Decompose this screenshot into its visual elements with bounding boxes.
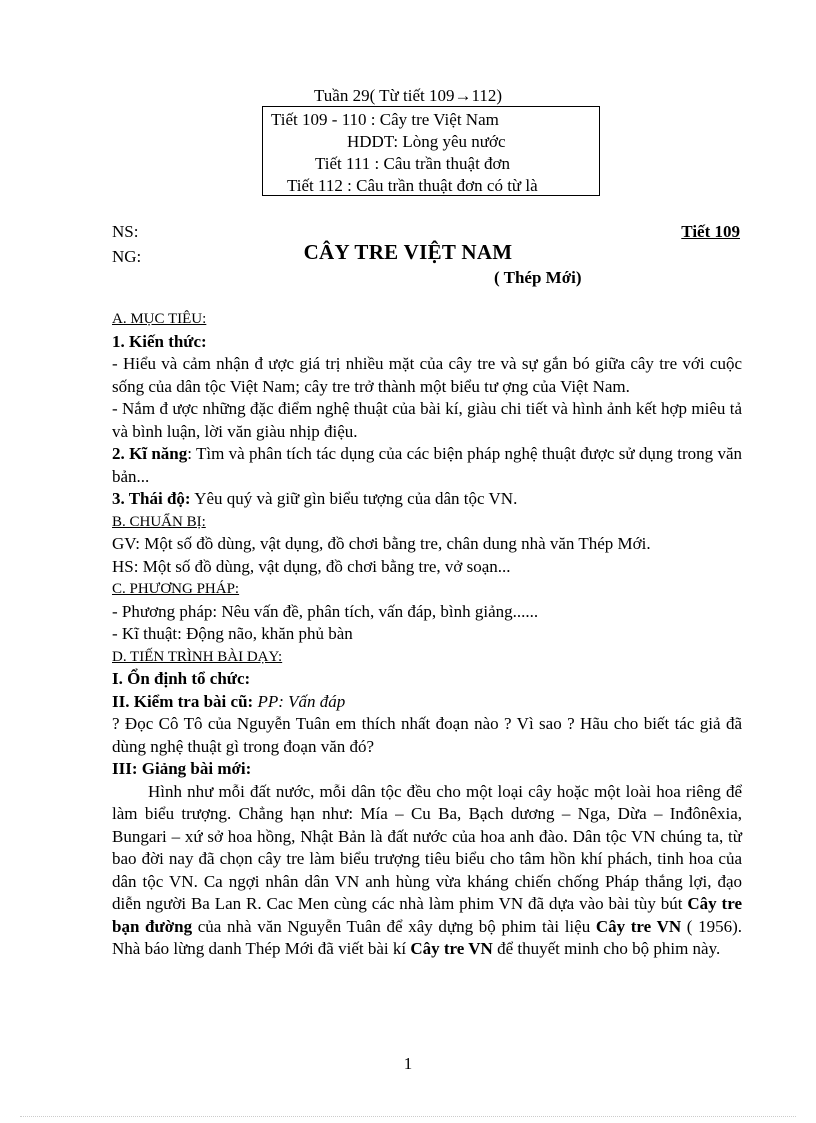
paragraph: HS: Một số đồ dùng, vật dụng, đồ chơi bằng tre, vở soạn... [112, 556, 511, 576]
document-body [112, 308, 742, 961]
ns-label: NS: [112, 222, 139, 241]
schedule-line: Tiết 111 : Câu trần thuật đơn [315, 154, 511, 173]
skills-text: : Tìm và phân tích tác dụng của các biện pháp nghệ thuật được sử dụng trong văn bản... [112, 444, 743, 486]
page-footer-divider [20, 1116, 796, 1117]
paragraph: - Kĩ thuật: Động não, khăn phủ bàn [112, 624, 353, 643]
schedule-line: Tiết 112 : Câu trần thuật đơn có từ là [287, 176, 538, 195]
intro-text: của nhà văn Nguyễn Tuân để xây dựng bộ phim tài liệu [192, 916, 596, 936]
intro-bold: Cây tre bạn đường [112, 894, 742, 936]
heading-skills: 2. Kĩ năng [112, 444, 188, 463]
section-heading-d: D. TIẾN TRÌNH BÀI DẠY: [112, 648, 283, 665]
paragraph: ? Đọc Cô Tô của Nguyễn Tuân em thích nhất đoạn nào ? Vì sao ? Hãu cho biết tác giả đã dùng nghệ thuật gì trong đoạn văn đó? [112, 714, 742, 756]
intro-paragraph [112, 781, 742, 961]
heading-knowledge: 1. Kiến thức: [112, 331, 207, 351]
document-author: ( Thép Mới) [494, 268, 582, 287]
intro-text: Hình như mỗi đất nước, mỗi dân tộc đều cho một loại cây hoặc một loài hoa riêng để làm biểu trượng. Chẳng hạn như: Mía – Cu Ba, Bạch dương – Nga, Dừa – Inđônêxia, Bungari – xứ sở hoa hồng, Nhật Bản là đất nước của hoa anh đào. Dân tộc VN chúng ta, từ bao đời nay đã chọn cây tre làm biểu trượng tiêu biểu cho tâm hồn khí phách, tinh hoa của dân tộc VN. Ca ngợi nhân dân VN anh hùng vừa kháng chiến chống Pháp thắng lợi, đạo diễn người Ba Lan R. Cac Men cùng các nhà làm phim VN đã dựa vào bài tùy bút [112, 781, 742, 913]
paragraph-skills [112, 443, 742, 488]
section-heading-c: C. PHƯƠNG PHÁP: [112, 581, 240, 597]
schedule-line: Tiết 109 - 110 : Cây tre Việt Nam [271, 110, 499, 129]
attitude-text: Yêu quý và giữ gìn biểu tượng của dân tộc VN. [190, 489, 518, 508]
heading-review: II. Kiểm tra bài cũ: [112, 691, 254, 711]
paragraph: GV: Một số đồ dùng, vật dụng, đồ chơi bằng tre, chân dung nhà văn Thép Mới. [112, 534, 651, 553]
section-heading-b: B. CHUẨN BỊ: [112, 513, 206, 530]
paragraph-review [112, 691, 742, 714]
heading-attitude: 3. Thái độ: [112, 489, 191, 508]
review-method: PP: Vấn đáp [253, 691, 346, 711]
lesson-number: Tiết 109 [681, 222, 740, 241]
intro-bold: Cây tre VN [595, 916, 682, 936]
paragraph: - Hiểu và cảm nhận đ ược giá trị nhiều mặt của cây tre và sự gắn bó giữa cây tre với cuộc sống của dân tộc Việt Nam; cây tre trở thành một biểu tư ợng của Việt Nam. [112, 354, 742, 396]
intro-text: để thuyết minh cho bộ phim này. [492, 939, 721, 958]
paragraph: - Nắm đ ược những đặc điểm nghệ thuật của bài kí, giàu chi tiết và hình ảnh kết hợp miêu tả và bình luận, lời văn giàu nhịp điệu. [112, 399, 742, 441]
paragraph: - Phương pháp: Nêu vấn đề, phân tích, vấn đáp, bình giảng...... [112, 601, 539, 621]
intro-text: ( 1956). Nhà báo lừng danh Thép Mới đã viết bài kí [112, 916, 743, 958]
ng-label: NG: [112, 247, 142, 266]
schedule-box [262, 106, 600, 196]
week-heading: Tuần 29( Từ tiết 109→112) [313, 86, 503, 105]
document-title: CÂY TRE VIỆT NAM [303, 240, 513, 264]
page-number: 1 [403, 1054, 413, 1073]
heading-organization: I. Ổn định tổ chức: [112, 669, 251, 688]
section-heading-a: A. MỤC TIÊU: [112, 311, 207, 327]
heading-new-lesson: III: Giảng bài mới: [112, 759, 252, 778]
paragraph-attitude [112, 488, 742, 511]
intro-bold: Cây tre VN [410, 939, 493, 958]
schedule-line: HDDT: Lòng yêu nước [347, 132, 506, 151]
